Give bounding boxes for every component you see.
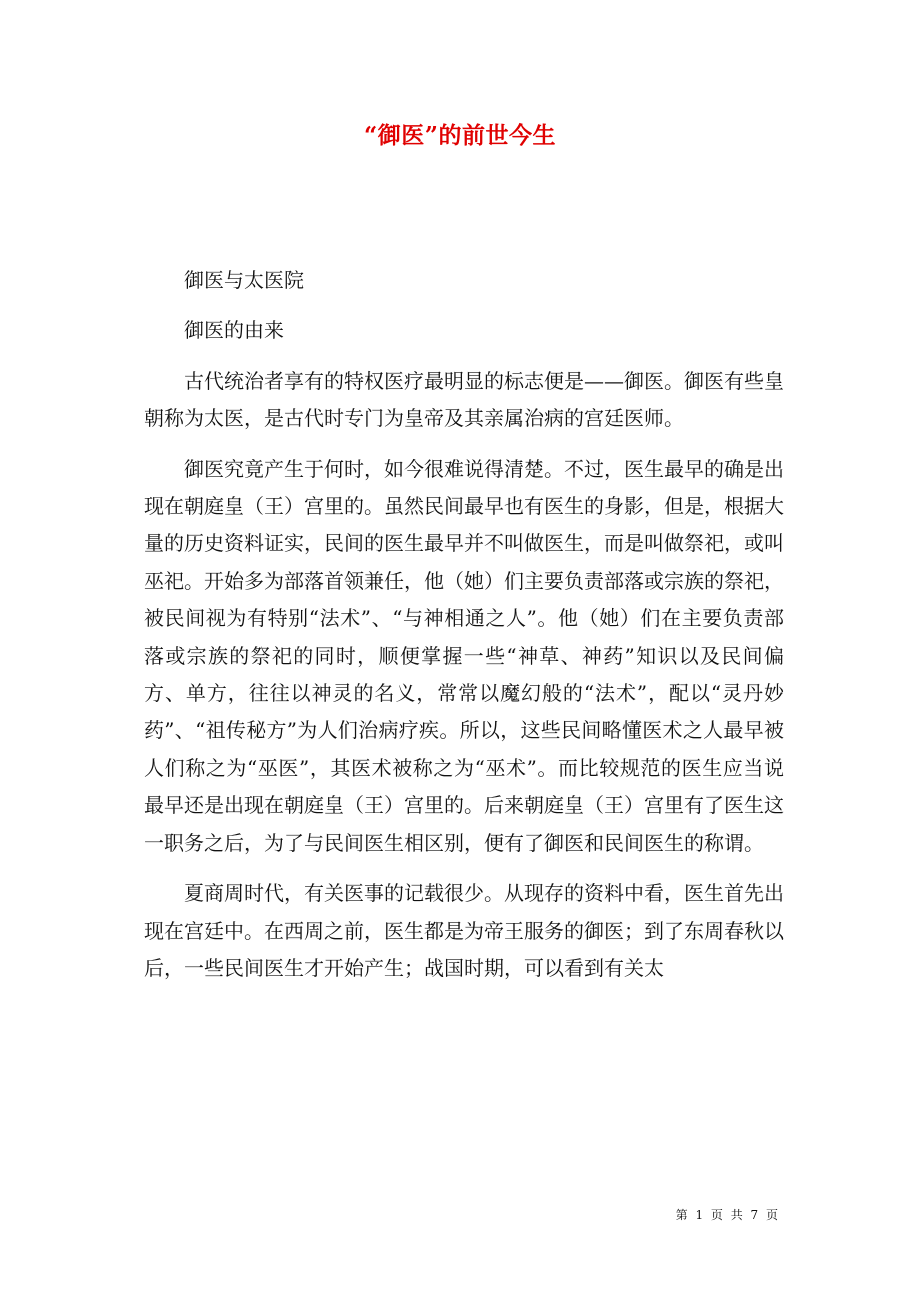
body-paragraph: 御医究竟产生于何时，如今很难说得清楚。不过，医生最早的确是出现在朝庭皇（王）宫里的。虽然民间最早也有医生的身影，但是，根据大量的历史资料证实，民间的医生最早并不叫做医生，而是叫做祭祀，或叫巫祀。开始多为部落首领兼任，他（她）们主要负责部落或宗族的祭祀，被民间视为有特别“法术”、“与神相通之人”。他（她）们在主要负责部落或宗族的祭祀的同时，顺便掌握一些“神草、神药”知识以及民间偏方、单方，往往以神灵的名义，常常以魔幻般的“法术”，配以“灵丹妙药”、“祖传秘方”为人们治病疗疾。所以，这些民间略懂医术之人最早被人们称之为“巫医”，其医术被称之为“巫术”。而比较规范的医生应当说最早还是出现在朝庭皇（王）宫里的。后来朝庭皇（王）宫里有了医生这一职务之后，为了与民间医生相区别，便有了御医和民间医生的称谓。	[144, 456, 784, 855]
body-paragraph: 夏商周时代，有关医事的记载很少。从现存的资料中看，医生首先出现在宫廷中。在西周之前，医生都是为帝王服务的御医；到了东周春秋以后，一些民间医生才开始产生；战国时期，可以看到有关太	[144, 881, 784, 980]
section-heading-origin-of-imperial-physician: 御医的由来	[184, 318, 284, 343]
document-title: “御医”的前世今生	[364, 122, 556, 149]
body-paragraph: 古代统治者享有的特权医疗最明显的标志便是——御医。御医有些皇朝称为太医，是古代时专门为皇帝及其亲属治病的宫廷医师。	[144, 368, 784, 431]
document-body	[144, 262, 784, 1000]
page-number: 第 1 页 共 7 页	[675, 1208, 780, 1222]
section-heading-imperial-physician-and-academy: 御医与太医院	[184, 268, 304, 292]
